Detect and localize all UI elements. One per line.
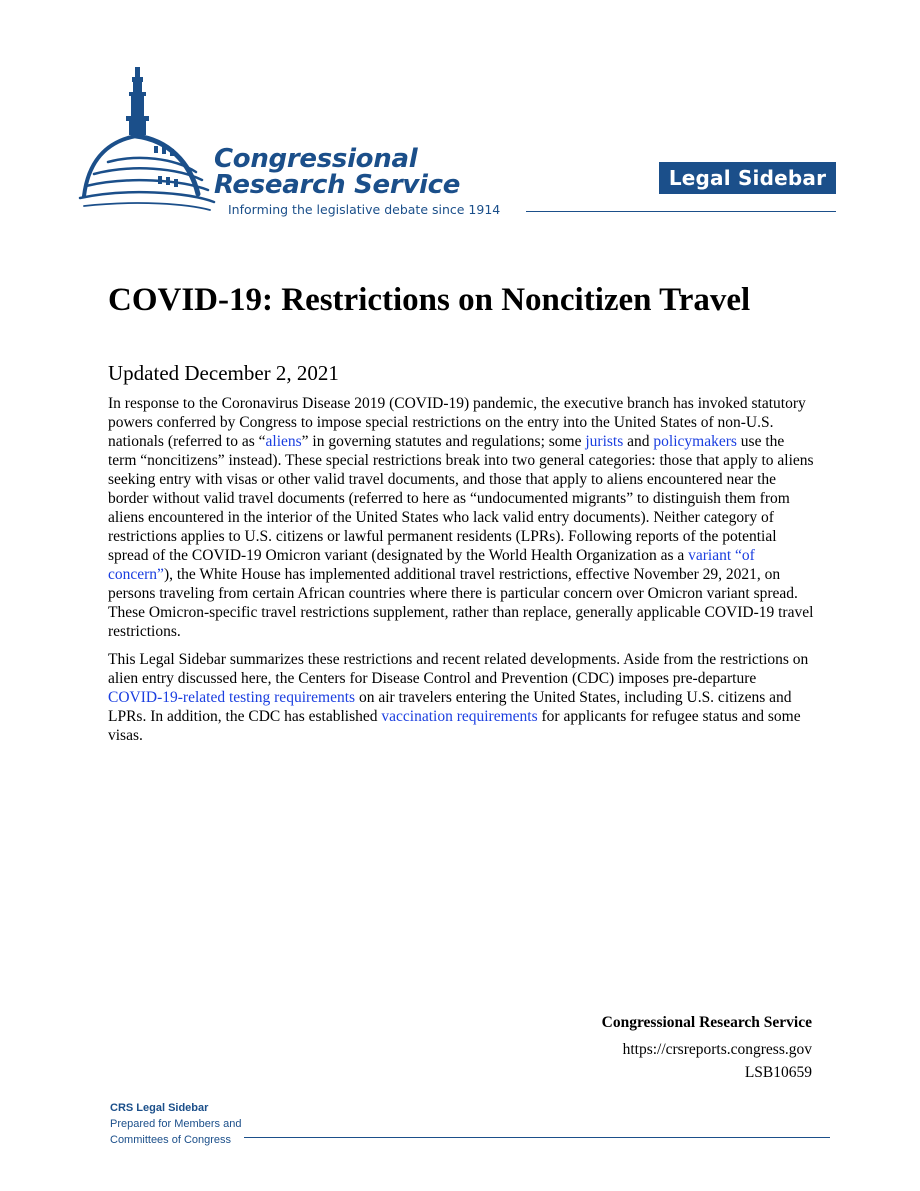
footer-url[interactable]: https://crsreports.congress.gov <box>622 1041 812 1058</box>
footer-series-line2: Prepared for Members and <box>110 1118 242 1130</box>
footer-series <box>110 1100 832 1148</box>
text-run: This Legal Sidebar summarizes these restrictions and recent related developments. Aside from the restrictions on alien entry discussed here, the Centers for Disease Control and Prevention (CDC) imposes pre-departure <box>108 651 809 687</box>
footer-code: LSB10659 <box>744 1064 812 1081</box>
text-run: use the term “noncitizens” instead). These special restrictions break into two general categories: those that apply to aliens seeking entry with visas or other valid travel documents, and those that apply to aliens encountered near the border without valid travel documents (referred to here as “undocumented migrants” to distinguish them from aliens encountered in the interior of the United States who lack valid entry documents). Neither category of restrictions applies to U.S. citizens or lawful permanent residents (LPRs). Following reports of the potential spread of the COVID-19 Omicron variant (designated by the World Health Organization as a <box>108 433 814 564</box>
text-run: and <box>623 433 654 450</box>
footer-org: Congressional Research Service <box>601 1014 812 1031</box>
crs-logo-line2: Research Service <box>214 170 461 200</box>
link-vaccination-requirements[interactable]: vaccination requirements <box>381 708 538 725</box>
link-policymakers[interactable]: policymakers <box>653 433 737 450</box>
link-jurists[interactable]: jurists <box>585 433 624 450</box>
link-aliens[interactable]: aliens <box>265 433 302 450</box>
paragraph-1 <box>108 394 814 641</box>
text-run: for applicants for refugee status and some visas. <box>108 708 801 744</box>
article-body <box>108 394 814 754</box>
text-run: In response to the Coronavirus Disease 2019 (COVID-19) pandemic, the executive branch has invoked statutory powers conferred by Congress to impose special restrictions on the entry into the United States of non-U.S. nationals (referred to as “ <box>108 395 806 450</box>
footer-citation <box>602 1013 812 1084</box>
crs-tagline: Informing the legislative debate since 1914 <box>228 202 501 217</box>
text-run: on air travelers entering the United States, including U.S. citizens and LPRs. In addition, the CDC has established <box>108 689 792 725</box>
footer-rule <box>244 1137 830 1138</box>
updated-date: Updated December 2, 2021 <box>108 361 339 385</box>
footer-series-line3: Committees of Congress <box>110 1134 232 1146</box>
crs-logo-line1: Congressional <box>214 144 418 174</box>
header-rule <box>526 211 836 212</box>
text-run: ” in governing statutes and regulations; some <box>301 433 586 450</box>
paragraph-2 <box>108 650 814 745</box>
link-variant-of-concern[interactable]: variant “of concern” <box>108 547 755 583</box>
footer-series-title: CRS Legal Sidebar <box>110 1102 209 1114</box>
page-title: COVID-19: Restrictions on Noncitizen Travel <box>108 282 751 318</box>
legal-sidebar-badge: Legal Sidebar <box>659 162 836 194</box>
link-testing-requirements[interactable]: COVID-19-related testing requirements <box>108 689 356 706</box>
text-run: ), the White House has implemented additional travel restrictions, effective November 29, 2021, on persons traveling from certain African countries where there is particular concern over Omicron variant spread. These Omicron-specific travel restrictions supplement, rather than replace, generally applicable COVID-19 travel restrictions. <box>108 566 814 640</box>
